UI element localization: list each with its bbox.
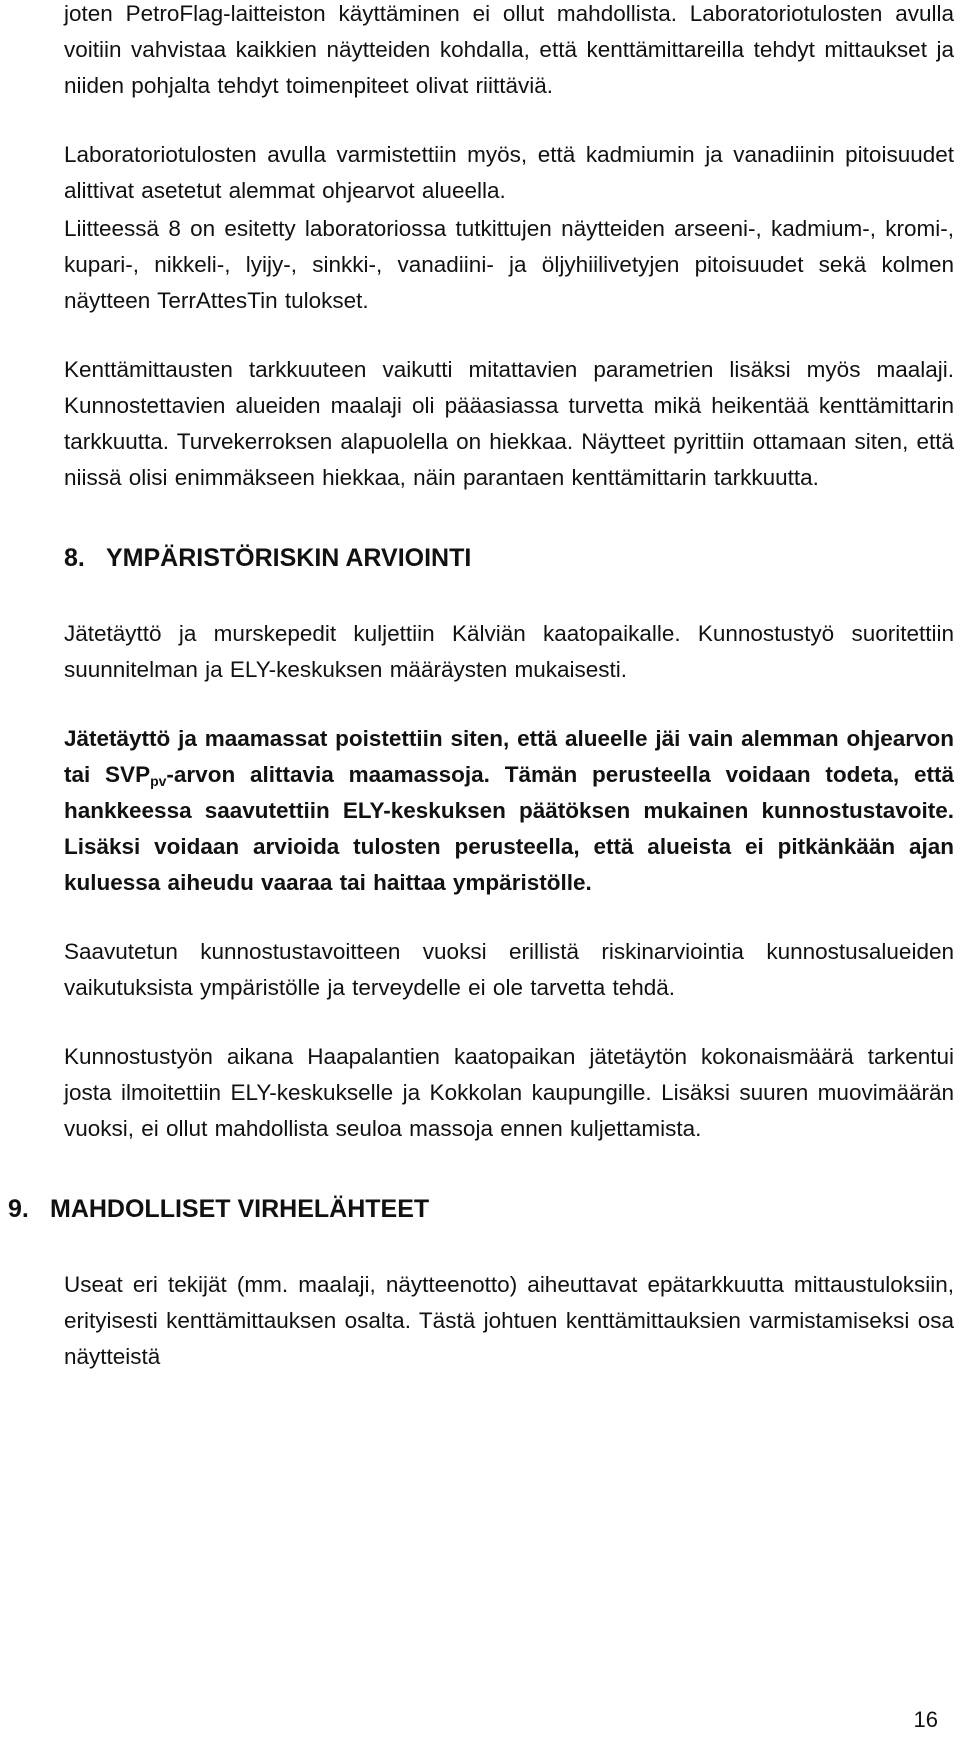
section-9-heading xyxy=(8,1191,429,1227)
paragraph-waste-quantity: Kunnostustyön aikana Haapalantien kaatopaikan jätetäytön kokonaismäärä tarkentui josta ilmoitettiin ELY-keskukselle ja Kokkolan kaupungille. Lisäksi suuren muovimäärän vuoksi, ei ollut mahdollista seuloa massoja ennen kuljettamista. xyxy=(64,1044,954,1141)
svp-subscript: pv xyxy=(150,773,167,789)
section-9-number: 9. xyxy=(8,1195,29,1223)
conclusion-text-part-b: -arvon alittavia maamassoja. Tämän perusteella voidaan todeta, että hankkeessa saavutettiin ELY-keskuksen päätöksen mukainen kunnostustavoite. Lisäksi voidaan arvioida tulosten perusteella, että alueista ei pitkänkään ajan kuluessa aiheudu vaaraa tai haittaa ympäristölle. xyxy=(64,762,954,895)
section-9-title: MAHDOLLISET VIRHELÄHTEET xyxy=(50,1195,430,1223)
conclusion-text-part-a: Jätetäyttö ja maamassat poistettiin siten, että alueelle jäi vain alemman ohjearvon tai SVP xyxy=(64,726,954,787)
section-9-header-block xyxy=(8,1147,954,1267)
section-8-number: 8. xyxy=(64,544,85,572)
section-8-heading xyxy=(64,540,471,576)
paragraph-remediation-conclusion xyxy=(64,721,954,901)
section-8-title: YMPÄRISTÖRISKIN ARVIOINTI xyxy=(106,544,472,572)
paragraph-waste-transport: Jätetäyttö ja murskepedit kuljettiin Kälviän kaatopaikalle. Kunnostustyö suoritettiin suunnitelman ja ELY-keskuksen määräysten mukaisesti. xyxy=(64,621,954,682)
paragraph-cadmium-vanadium: Laboratoriotulosten avulla varmistettiin myös, että kadmiumin ja vanadiinin pitoisuudet alittivat asetetut alemmat ohjearvot alueella. xyxy=(64,142,954,203)
section-8-header-block xyxy=(64,496,954,616)
paragraph-appendix-8: Liitteessä 8 on esitetty laboratoriossa tutkittujen näytteiden arseeni-, kadmium-, kromi-, kupari-, nikkeli-, lyijy-, sinkki-, vanadiini- ja öljyhiilivetyjen pitoisuudet sekä kolmen näytteen TerrAttesTin tulokset. xyxy=(64,216,954,313)
paragraph-field-vs-lab: joten PetroFlag-laitteiston käyttäminen ei ollut mahdollista. Laboratoriotulosten avulla voitiin vahvistaa kaikkien näytteiden kohdalla, että kenttämittareilla tehdyt mittaukset ja niiden pohjalta tehdyt toimenpiteet olivat riittäviä. xyxy=(64,1,954,98)
paragraph-error-sources: Useat eri tekijät (mm. maalaji, näytteenotto) aiheuttavat epätarkkuutta mittaustuloksiin, erityisesti kenttämittauksen osalta. Tästä johtuen kenttämittauksien varmistamiseksi osa näytteistä xyxy=(64,1272,954,1369)
page-number: 16 xyxy=(913,1707,938,1732)
paragraph-measurement-accuracy: Kenttämittausten tarkkuuteen vaikutti mitattavien parametrien lisäksi myös maalaji. Kunnostettavien alueiden maalaji oli pääasiassa turvetta mikä heikentää kenttämittarin tarkkuutta. Turvekerroksen alapuolella on hiekkaa. Näytteet pyrittiin ottamaan siten, että niissä olisi enimmäkseen hiekkaa, näin parantaen kenttämittarin tarkkuutta. xyxy=(64,357,954,490)
document-page xyxy=(8,0,954,1375)
paragraph-risk-assessment: Saavutetun kunnostustavoitteen vuoksi erillistä riskinarviointia kunnostusalueiden vaikutuksista ympäristölle ja terveydelle ei ole tarvetta tehdä. xyxy=(64,939,954,1000)
